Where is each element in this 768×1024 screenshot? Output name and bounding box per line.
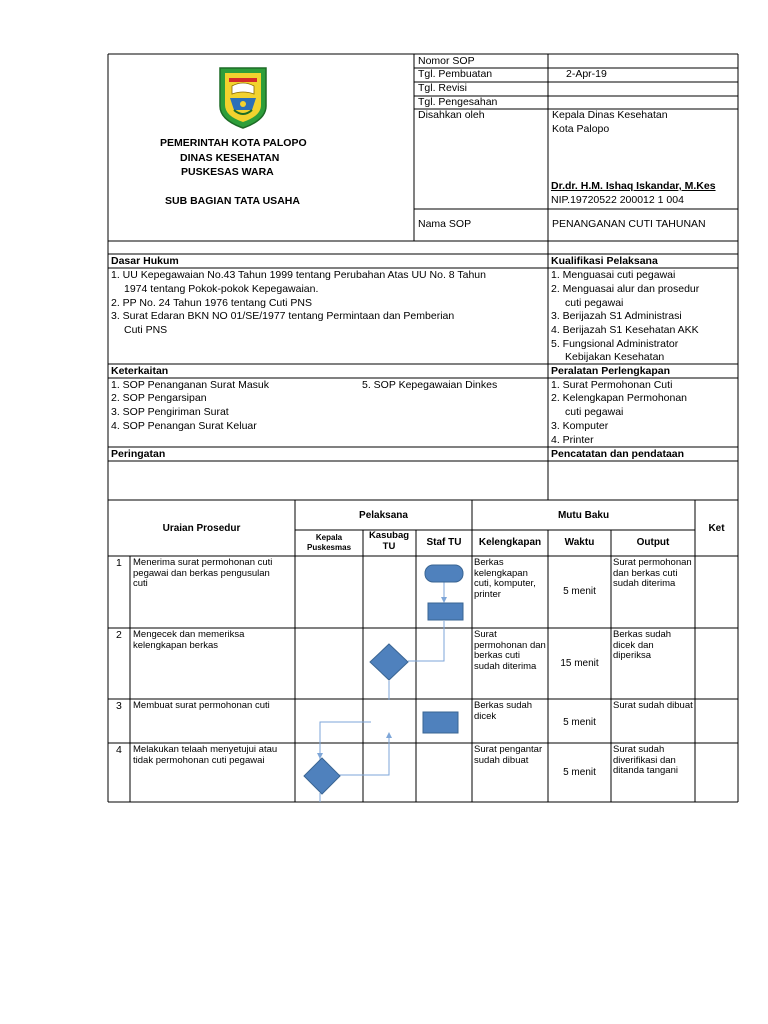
col-ket: Ket bbox=[708, 523, 725, 534]
flow-decision-diamond bbox=[370, 644, 408, 680]
row-output: Surat sudah dibuat bbox=[613, 700, 693, 711]
disahkan-line-1: Kepala Dinas Kesehatan bbox=[552, 109, 668, 121]
nama-sop-value: PENANGANAN CUTI TAHUNAN bbox=[552, 218, 706, 230]
flow-process-box bbox=[428, 603, 463, 620]
row-uraian: Mengecek dan memeriksa kelengkapan berkas bbox=[133, 629, 245, 651]
dasar-hukum-line: 2. PP No. 24 Tahun 1976 tentang Cuti PNS bbox=[111, 297, 313, 309]
disahkan-line-2: Kota Palopo bbox=[552, 123, 610, 135]
disahkan-label: Disahkan oleh bbox=[418, 109, 485, 121]
nama-sop-label: Nama SOP bbox=[418, 218, 472, 230]
org-line-1: PEMERINTAH KOTA PALOPO bbox=[160, 137, 307, 149]
col-kepala-puskesmas: Kepala Puskesmas bbox=[306, 533, 352, 552]
row-kelengkapan: Surat permohonan dan berkas cuti sudah diterima bbox=[474, 629, 546, 672]
org-line-3: PUSKESAS WARA bbox=[181, 166, 274, 178]
kualifikasi-line: 2. Menguasai alur dan prosedur bbox=[551, 283, 700, 295]
dasar-hukum-line: 1. UU Kepegawaian No.43 Tahun 1999 tentang Perubahan Atas UU No. 8 Tahun bbox=[111, 269, 486, 281]
kualifikasi-line: Kebijakan Kesehatan bbox=[565, 351, 665, 363]
flow-process-box bbox=[423, 712, 458, 733]
dasar-hukum-line: Cuti PNS bbox=[124, 324, 168, 336]
peringatan-title: Peringatan bbox=[111, 448, 166, 460]
field-label-tgl-revisi: Tgl. Revisi bbox=[418, 82, 468, 94]
col-uraian-prosedur: Uraian Prosedur bbox=[162, 523, 241, 534]
row-number: 2 bbox=[116, 629, 122, 641]
row-uraian: Membuat surat permohonan cuti bbox=[133, 700, 270, 711]
kualifikasi-line: 4. Berijazah S1 Kesehatan AKK bbox=[551, 324, 699, 336]
flow-start-terminator bbox=[425, 565, 463, 582]
peralatan-line: 2. Kelengkapan Permohonan bbox=[551, 392, 688, 404]
connector-arrow bbox=[339, 733, 389, 775]
kualifikasi-title: Kualifikasi Pelaksana bbox=[551, 255, 658, 267]
field-value-tgl-pembuatan: 2-Apr-19 bbox=[566, 68, 607, 80]
peralatan-line: cuti pegawai bbox=[565, 406, 624, 418]
peralatan-line: 1. Surat Permohonan Cuti bbox=[551, 379, 673, 391]
row-number: 1 bbox=[116, 557, 122, 569]
org-line-2: DINAS KESEHATAN bbox=[180, 152, 280, 164]
row-waktu: 5 menit bbox=[563, 717, 596, 728]
connector-line bbox=[320, 722, 371, 760]
row-uraian: Menerima surat permohonan cuti pegawai dan berkas pengusulan cuti bbox=[133, 557, 273, 590]
keterkaitan-title: Keterkaitan bbox=[111, 365, 169, 377]
row-number: 3 bbox=[116, 700, 122, 712]
col-kelengkapan: Kelengkapan bbox=[478, 537, 542, 548]
kualifikasi-line: cuti pegawai bbox=[565, 297, 624, 309]
field-label-tgl-pembuatan: Tgl. Pembuatan bbox=[418, 68, 493, 80]
org-line-4: SUB BAGIAN TATA USAHA bbox=[165, 195, 300, 207]
row-number: 4 bbox=[116, 744, 122, 756]
kualifikasi-line: 5. Fungsional Administrator bbox=[551, 338, 679, 350]
peralatan-line: 3. Komputer bbox=[551, 420, 609, 432]
keterkaitan-line: 1. SOP Penanganan Surat Masuk bbox=[111, 379, 269, 391]
row-waktu: 5 menit bbox=[563, 586, 596, 597]
row-kelengkapan: Surat pengantar sudah dibuat bbox=[474, 744, 543, 766]
row-output: Surat permohonan dan berkas cuti sudah diterima bbox=[613, 557, 692, 590]
row-kelengkapan: Berkas sudah dicek bbox=[474, 700, 533, 722]
col-waktu: Waktu bbox=[564, 537, 595, 548]
col-kasubag-tu: Kasubag TU bbox=[368, 530, 410, 552]
dasar-hukum-title: Dasar Hukum bbox=[111, 255, 179, 267]
dasar-hukum-line: 3. Surat Edaran BKN NO 01/SE/1977 tentang Permintaan dan Pemberian bbox=[111, 310, 455, 322]
col-output: Output bbox=[636, 537, 670, 548]
row-waktu: 5 menit bbox=[563, 767, 596, 778]
keterkaitan-extra: 5. SOP Kepegawaian Dinkes bbox=[362, 379, 498, 391]
row-waktu: 15 menit bbox=[560, 658, 599, 669]
keterkaitan-line: 2. SOP Pengarsipan bbox=[111, 392, 207, 404]
col-staf-tu: Staf TU bbox=[426, 537, 462, 548]
row-output: Berkas sudah dicek dan diperiksa bbox=[613, 629, 672, 662]
kualifikasi-line: 1. Menguasai cuti pegawai bbox=[551, 269, 676, 281]
keterkaitan-line: 4. SOP Penangan Surat Keluar bbox=[111, 420, 257, 432]
row-output: Surat sudah diverifikasi dan ditanda tangani bbox=[613, 744, 678, 777]
pencatatan-title: Pencatatan dan pendataan bbox=[551, 448, 685, 460]
keterkaitan-line: 3. SOP Pengiriman Surat bbox=[111, 406, 229, 418]
field-label-tgl-pengesahan: Tgl. Pengesahan bbox=[418, 96, 498, 108]
peralatan-title: Peralatan Perlengkapan bbox=[551, 365, 671, 377]
row-kelengkapan: Berkas kelengkapan cuti, komputer, printer bbox=[474, 557, 536, 600]
col-pelaksana: Pelaksana bbox=[359, 510, 408, 521]
flow-decision-diamond bbox=[304, 758, 340, 794]
dasar-hukum-line: 1974 tentang Pokok-pokok Kepegawaian. bbox=[124, 283, 319, 295]
field-label-nomor-sop: Nomor SOP bbox=[418, 55, 475, 67]
row-uraian: Melakukan telaah menyetujui atau tidak permohonan cuti pegawai bbox=[133, 744, 278, 766]
kualifikasi-line: 3. Berijazah S1 Administrasi bbox=[551, 310, 682, 322]
peralatan-line: 4. Printer bbox=[551, 434, 594, 446]
connector-line bbox=[408, 621, 444, 661]
col-mutu-baku: Mutu Baku bbox=[557, 510, 610, 521]
signatory-name: Dr.dr. H.M. Ishaq Iskandar, M.Kes bbox=[551, 180, 716, 192]
signatory-nip: NIP.19720522 200012 1 004 bbox=[551, 194, 684, 206]
